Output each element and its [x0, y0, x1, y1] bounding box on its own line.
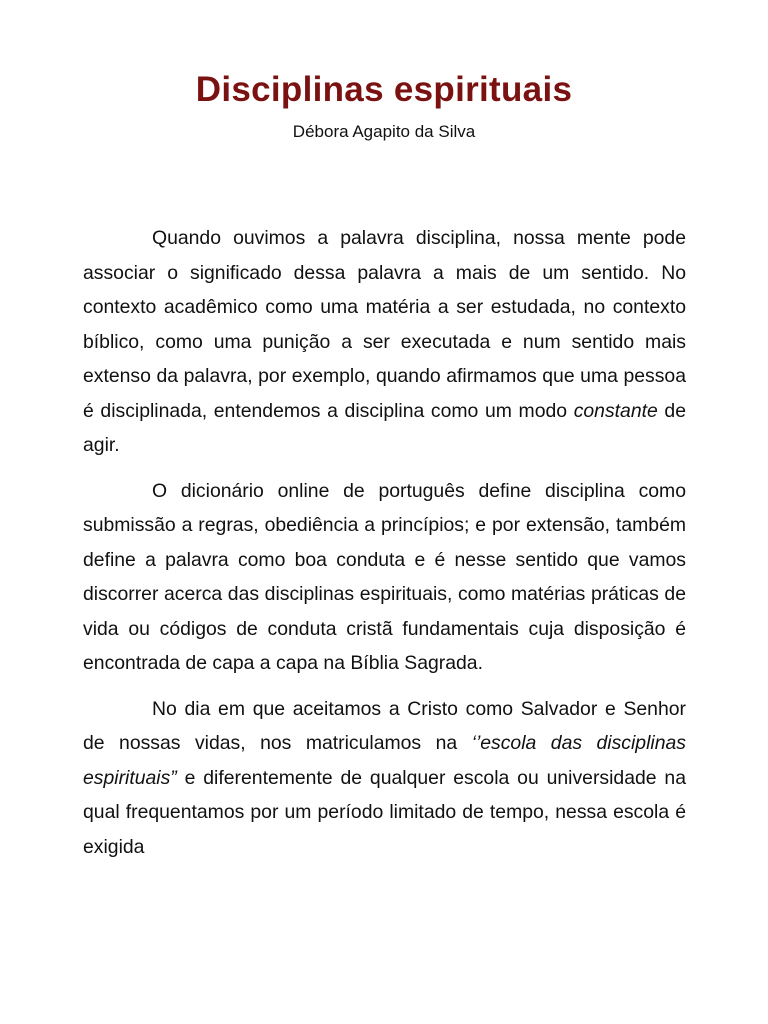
- paragraph-text: No dia em que aceitamos a Cristo como Salvador e Senhor de nossas vidas, nos matriculamos na: [83, 697, 686, 754]
- paragraph: [83, 692, 686, 865]
- paragraph-text: e diferentemente de qualquer escola ou universidade na qual frequentamos por um período limitado de tempo, nessa escola é exigida: [83, 766, 686, 858]
- paragraph-text: de agir.: [83, 399, 686, 456]
- document-body: [83, 221, 686, 875]
- document-author: Débora Agapito da Silva: [292, 122, 476, 141]
- paragraph-text: Quando ouvimos a palavra disciplina, nossa mente pode associar o significado dessa palavra a mais de um sentido. No contexto acadêmico como uma matéria a ser estudada, no contexto bíblico, como uma punição a ser executada e num sentido mais extenso da palavra, por exemplo, quando afirmamos que uma pessoa é disciplinada, entendemos a disciplina como um modo: [83, 227, 686, 422]
- document-title: Disciplinas espirituais: [195, 70, 573, 109]
- paragraph-emphasis: constante: [573, 399, 658, 422]
- paragraph: [83, 221, 686, 463]
- paragraph-text: O dicionário online de português define disciplina como submissão a regras, obediência a princípios; e por extensão, também define a palavra como boa conduta e é nesse sentido que vamos discorrer acerca das disciplinas espirituais, como matérias práticas de vida ou códigos de conduta cristã fundamentais cuja disposição é encontrada de capa a capa na Bíblia Sagrada.: [83, 479, 686, 674]
- paragraph: [83, 474, 686, 681]
- paragraph-emphasis: ‘’escola das disciplinas espirituais”: [83, 732, 686, 789]
